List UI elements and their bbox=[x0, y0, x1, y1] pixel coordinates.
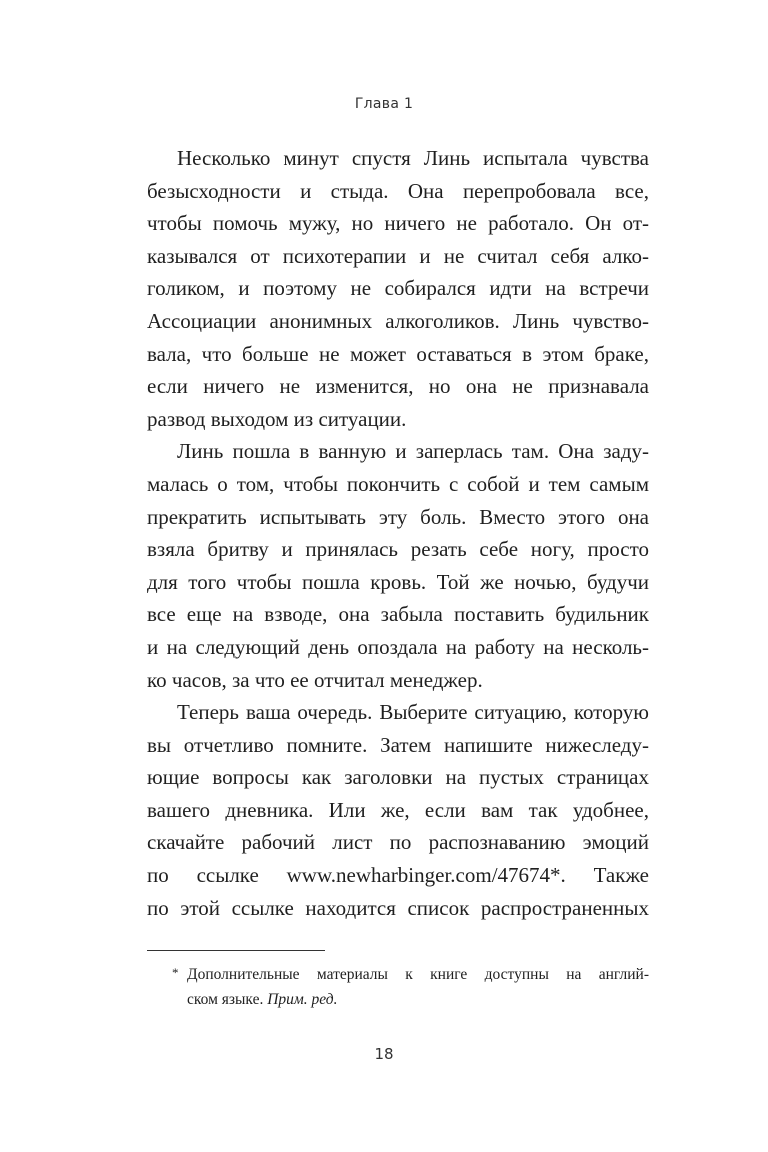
footnote bbox=[147, 962, 649, 1012]
paragraph-2-line-2: малась о том, чтобы покончить с собой и тем самым bbox=[147, 471, 649, 496]
paragraph-3-line-6: по ссылке www.newharbinger.com/47674*. Также bbox=[147, 863, 649, 888]
footnote-editor-note: Прим. ред. bbox=[267, 991, 338, 1008]
footnote-line-1: Дополнительные материалы к книге доступны на англий- bbox=[187, 966, 649, 983]
paragraph-2-line-5: для того чтобы пошла кровь. Той же ночью, будучи bbox=[147, 569, 649, 594]
paragraph-1-line-1: Несколько минут спустя Линь испытала чувства bbox=[177, 146, 649, 170]
paragraph-1-line-8: если ничего не изменится, но она не признавала bbox=[147, 374, 649, 399]
paragraph-1-line-2: безысходности и стыда. Она перепробовала все, bbox=[147, 178, 649, 203]
paragraph-2-line-7: и на следующий день опоздала на работу на несколь- bbox=[147, 634, 649, 659]
paragraph-1-line-9: развод выходом из ситуации. bbox=[147, 406, 407, 431]
footnote-mark: * bbox=[172, 965, 179, 980]
body-text bbox=[147, 142, 649, 924]
paragraph-1-line-5: голиком, и поэтому не собирался идти на встречи bbox=[147, 276, 649, 301]
paragraph-3-line-5: скачайте рабочий лист по распознаванию эмоций bbox=[147, 830, 649, 855]
footnote-rule bbox=[147, 950, 325, 951]
paragraph-2-line-6: все еще на взводе, она забыла поставить будильник bbox=[147, 602, 649, 627]
running-head: Глава 1 bbox=[354, 96, 414, 112]
paragraph-2-line-3: прекратить испытывать эту боль. Вместо этого она bbox=[147, 504, 649, 529]
paragraph-2-line-8: ко часов, за что ее отчитал менеджер. bbox=[147, 667, 483, 692]
paragraph-1-line-4: казывался от психотерапии и не считал себя алко- bbox=[147, 243, 649, 268]
paragraph-3-line-3: ющие вопросы как заголовки на пустых страницах bbox=[147, 765, 649, 790]
paragraph-1-line-3: чтобы помочь мужу, но ничего не работало. Он от- bbox=[147, 211, 649, 236]
paragraph-1-line-6: Ассоциации анонимных алкоголиков. Линь чувство- bbox=[147, 308, 649, 333]
paragraph-2-line-1: Линь пошла в ванную и заперлась там. Она заду- bbox=[177, 439, 649, 464]
page-number: 18 bbox=[374, 1045, 394, 1063]
paragraph-3-line-4: вашего дневника. Или же, если вам так удобнее, bbox=[147, 797, 649, 822]
footnote-line-2-text: ском языке. bbox=[187, 991, 264, 1008]
paragraph-3-line-2: вы отчетливо помните. Затем напишите нижеследу- bbox=[147, 732, 649, 757]
paragraph-2-line-4: взяла бритву и принялась резать себе ногу, просто bbox=[147, 537, 649, 562]
paragraph-1-line-7: вала, что больше не может оставаться в этом браке, bbox=[147, 341, 649, 366]
footnote-line-2 bbox=[147, 987, 649, 1012]
paragraph-3-line-1: Теперь ваша очередь. Выберите ситуацию, которую bbox=[177, 700, 649, 725]
paragraph-3-line-7: по этой ссылке находится список распространенных bbox=[147, 895, 649, 920]
